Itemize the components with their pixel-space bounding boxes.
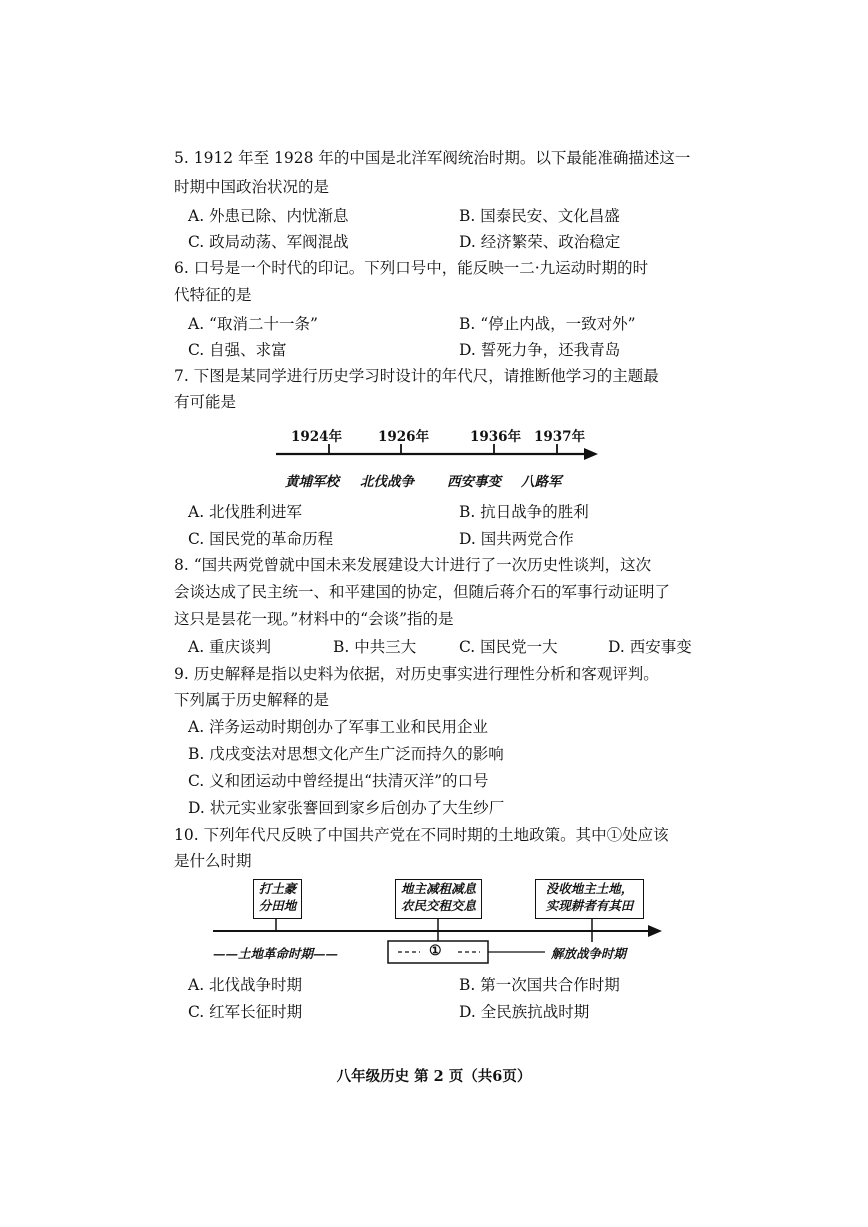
q6-option-b: B. “停止内战，一致对外” [459,315,636,333]
q7-year-1936: 1936年 [470,429,522,445]
q10-period-land-revolution: ——土地革命时期—— [213,946,339,961]
q5-option-c: C. 政局动荡、军阀混战 [188,233,349,251]
q7-stem-line2: 有可能是 [174,393,237,411]
q10-stem-line1: 10. 下列年代尺反映了中国共产党在不同时期的土地政策。其中①处应该 [174,826,669,844]
q5-option-d: D. 经济繁荣、政治稳定 [459,233,621,251]
q10-box1-line1: 打土豪 [258,881,297,896]
q10-box3-line1: 没收地主土地， [545,881,634,896]
q8-stem-line1: 8. “国共两党曾就中国未来发展建设大计进行了一次历史性谈判，这次 [174,556,652,574]
q10-box1-line2: 分田地 [258,898,297,913]
q10-marker-circle-1: ① [429,943,442,959]
q7-event-whampoa: 黄埔军校 [285,474,339,490]
q7-event-eighth-route-army: 八路军 [521,474,562,490]
page-footer: 八年级历史 第 2 页（共6页） [336,1068,532,1085]
q5-stem-line2: 时期中国政治状况的是 [174,178,330,196]
q7-year-1924: 1924年 [291,429,343,445]
q6-stem-line1: 6. 口号是一个时代的印记。下列口号中，能反映一二·九运动时期的时 [174,259,649,277]
q5-option-b: B. 国泰民安、文化昌盛 [459,207,620,225]
q10-box3-line2: 实现耕者有其田 [545,898,634,913]
q6-option-d: D. 誓死力争，还我青岛 [459,341,621,359]
q6-stem-line2: 代特征的是 [174,286,252,304]
q10-box2-line1: 地主减租减息 [400,881,476,896]
q8-option-a: A. 重庆谈判 [188,638,272,656]
q7-option-c: C. 国民党的革命历程 [188,530,334,548]
q8-option-b: B. 中共三大 [333,638,417,656]
q9-stem-line1: 9. 历史解释是指以史料为依据，对历史事实进行理性分析和客观评判。 [174,665,659,683]
q10-option-a: A. 北伐战争时期 [188,976,303,994]
q10-option-b: B. 第一次国共合作时期 [459,976,620,994]
q10-period-liberation-war: 解放战争时期 [551,946,627,961]
q10-box-rent-reduction [395,879,482,919]
q6-option-c: C. 自强、求富 [188,341,287,359]
q7-event-northern-expedition: 北伐战争 [360,474,414,490]
q9-option-d: D. 状元实业家张謇回到家乡后创办了大生纱厂 [188,799,505,817]
q8-option-c: C. 国民党一大 [459,638,558,656]
q9-option-c: C. 义和团运动中曾经提出“扶清灭洋”的口号 [188,772,489,790]
q10-box-land-revolution [253,879,302,919]
q7-option-b: B. 抗日战争的胜利 [459,503,589,521]
q9-stem-line2: 下列属于历史解释的是 [174,691,330,709]
q7-option-a: A. 北伐胜利进军 [188,503,303,521]
q7-stem-line1: 7. 下图是某同学进行历史学习时设计的年代尺，请推断他学习的主题最 [174,367,659,385]
q7-option-d: D. 国共两党合作 [459,530,574,548]
q10-option-d: D. 全民族抗战时期 [459,1003,590,1021]
q10-box2-line2: 农民交租交息 [400,898,476,913]
q8-option-d: D. 西安事变 [608,638,692,656]
q6-option-a: A. “取消二十一条” [188,315,318,333]
q7-year-1937: 1937年 [534,429,586,445]
q10-stem-line2: 是什么时期 [174,852,252,870]
q5-stem-line1: 5. 1912 年至 1928 年的中国是北洋军阀统治时期。以下最能准确描述这一 [174,149,691,167]
q9-option-b: B. 戊戌变法对思想文化产生广泛而持久的影响 [188,745,504,763]
q9-option-a: A. 洋务运动时期创办了军事工业和民用企业 [188,718,489,736]
q7-year-1926: 1926年 [378,429,430,445]
q10-box-land-to-tiller [535,879,644,919]
q5-option-a: A. 外患已除、内忧渐息 [188,207,349,225]
q8-stem-line2: 会谈达成了民主统一、和平建国的协定，但随后蒋介石的军事行动证明了 [174,583,671,601]
q7-event-xian-incident: 西安事变 [447,474,501,490]
q8-stem-line3: 这只是昙花一现。”材料中的“会谈”指的是 [174,610,454,628]
q10-option-c: C. 红军长征时期 [188,1003,303,1021]
